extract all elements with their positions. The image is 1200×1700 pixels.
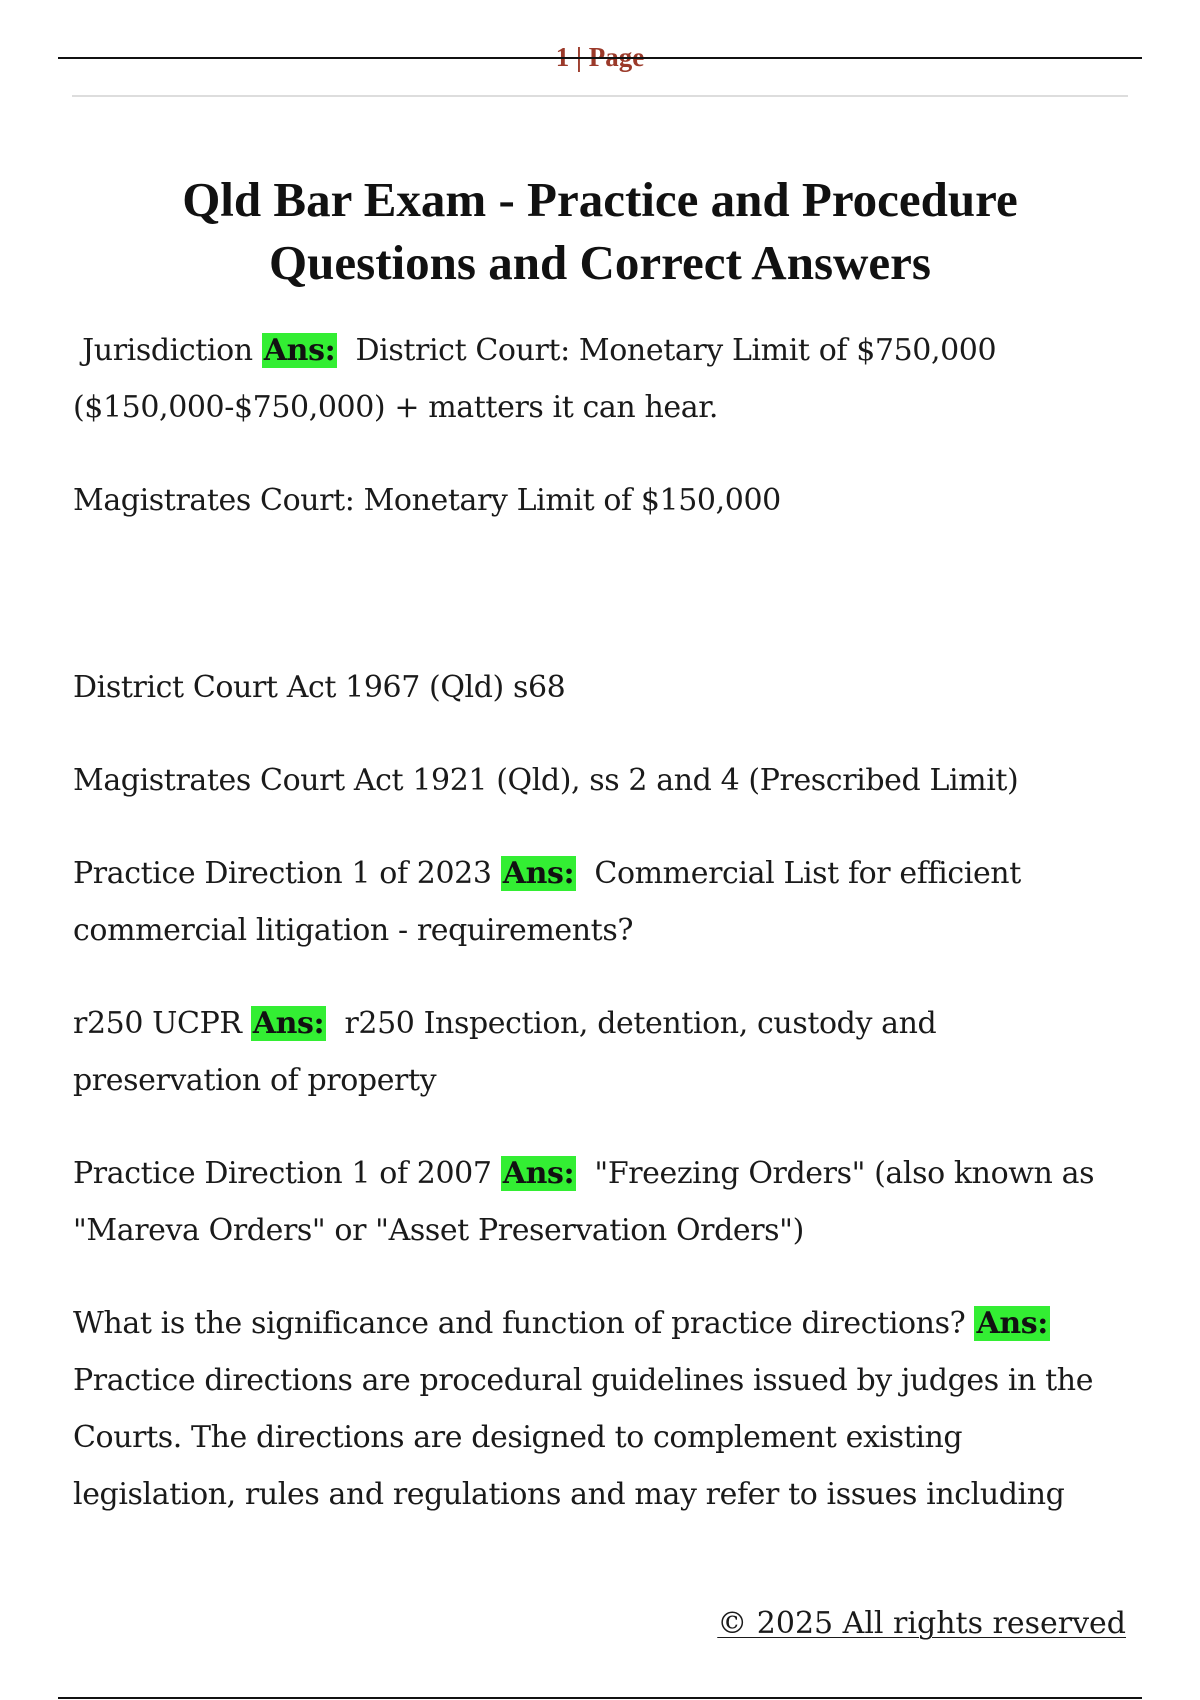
answer-text: Commercial List for efficient commercial litigation - requirements? [73,856,1021,948]
title-line-1: Qld Bar Exam - Practice and Procedure [182,172,1018,227]
page-number-text: 1 | Page [555,42,645,72]
entry-text: District Court Act 1967 (Qld) s68 [73,670,566,705]
qa-entry-practice-directions [73,1295,1130,1523]
question-text: Jurisdiction [82,333,253,368]
qa-content [73,322,1130,1559]
answer-text: Practice directions are procedural guidelines issued by judges in the Courts. The directions are designed to complement existing legislation, rules and regulations and may refer to issues including [73,1363,1094,1512]
ans-label: Ans: [502,856,575,891]
answer-text: "Freezing Orders" (also known as "Mareva Orders" or "Asset Preservation Orders") [73,1156,1095,1248]
qa-entry-pd-2007 [73,1145,1130,1259]
qa-entry-pd-2023 [73,845,1130,959]
ans-label: Ans: [252,1006,325,1041]
header-subrule [72,95,1128,97]
entry-text: Magistrates Court Act 1921 (Qld), ss 2 and 4 (Prescribed Limit) [73,763,1019,798]
ans-label: Ans: [502,1156,575,1191]
entry-text: Magistrates Court: Monetary Limit of $150,000 [73,483,781,518]
title-line-2: Questions and Correct Answers [269,235,931,290]
document-title [72,168,1128,294]
question-text: Practice Direction 1 of 2007 [73,1156,492,1191]
text-entry-magistrates-court-act [73,752,1130,809]
qa-entry-r250 [73,995,1130,1109]
question-text: Practice Direction 1 of 2023 [73,856,492,891]
answer-text: District Court: Monetary Limit of $750,000 ($150,000-$750,000) + matters it can hear. [73,333,997,425]
question-text: What is the significance and function of practice directions? [73,1306,966,1341]
page-number [0,38,1200,76]
ans-label: Ans: [976,1306,1048,1341]
ans-label: Ans: [263,333,336,368]
question-text: r250 UCPR [73,1006,242,1041]
answer-text: r250 Inspection, detention, custody and preservation of property [73,1006,937,1098]
text-entry-magistrates-limit [73,472,1130,529]
footer-rule [58,1697,1142,1699]
text-entry-district-court-act [73,659,1130,716]
qa-entry-jurisdiction [73,322,1130,436]
copyright-notice: © 2025 All rights reserved [717,1606,1126,1641]
